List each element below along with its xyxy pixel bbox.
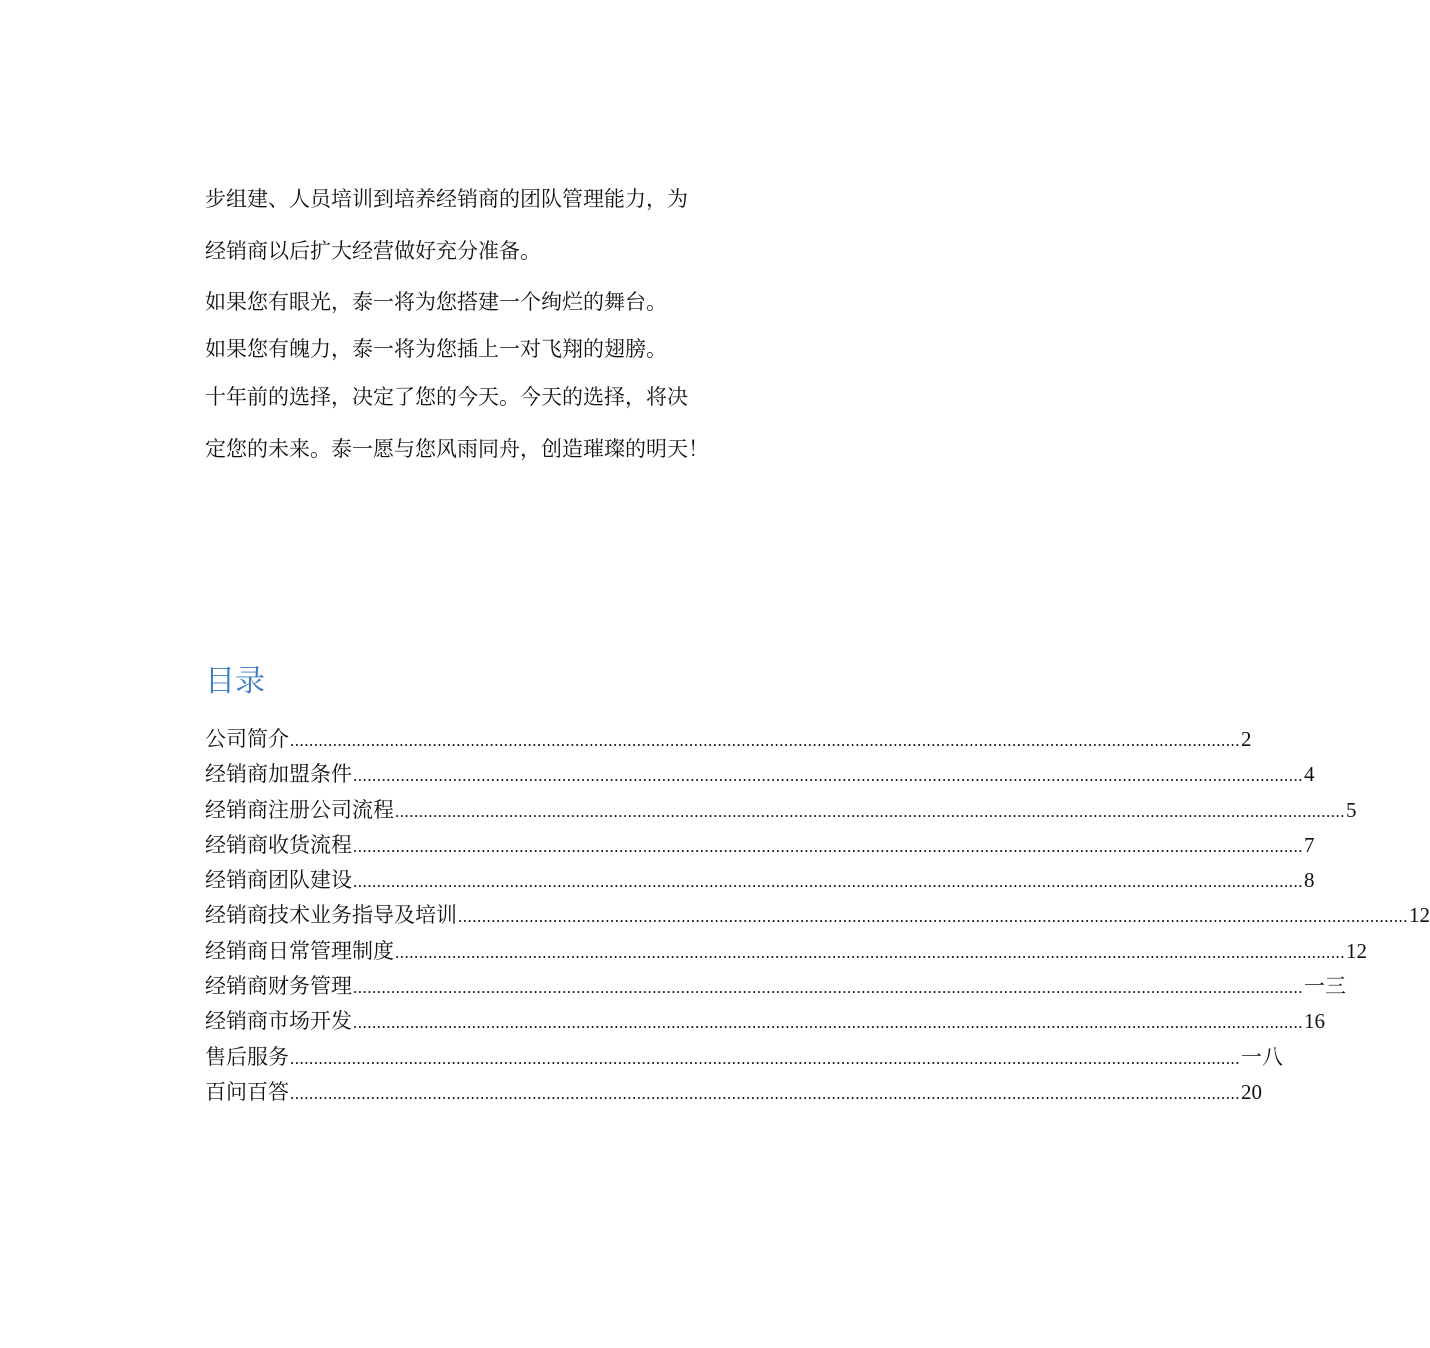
toc-page-number: 7 (1304, 832, 1315, 857)
toc-page-number: 一三 (1304, 974, 1346, 999)
intro-line: 十年前的选择，决定了您的今天。今天的选择，将决 (205, 385, 688, 409)
toc-entry-label: 百问百答 (205, 1079, 289, 1104)
intro-line: 步组建、人员培训到培养经销商的团队管理能力，为 (205, 187, 688, 211)
toc-entry-label: 经销商日常管理制度 (205, 938, 394, 963)
toc-entry[interactable] (205, 970, 1346, 1005)
toc-entry-label: 售后服务 (205, 1044, 289, 1069)
toc-dot-leader: ........................................................................................................................................................................................................ (395, 942, 1345, 962)
toc-entry[interactable] (205, 864, 1315, 899)
toc-entry[interactable] (205, 1076, 1262, 1111)
toc-entry-label: 经销商技术业务指导及培训 (205, 903, 457, 928)
toc-dot-leader: ........................................................................................................................................................................................................ (395, 801, 1345, 821)
toc-page-number: 一八 (1241, 1044, 1283, 1069)
toc-entry-label: 经销商收货流程 (205, 832, 352, 857)
toc-entry[interactable] (205, 935, 1367, 970)
toc-dot-leader: ........................................................................................................................................................................................................ (353, 872, 1303, 892)
toc-dot-leader: ........................................................................................................................................................................................................ (290, 731, 1240, 750)
toc-entry[interactable] (205, 723, 1252, 758)
toc-entry-label: 公司简介 (205, 727, 289, 751)
toc-entry-label: 经销商团队建设 (205, 868, 352, 893)
intro-line: 经销商以后扩大经营做好充分准备。 (205, 239, 541, 263)
toc-page-number: 16 (1304, 1009, 1325, 1034)
toc-entry[interactable] (205, 1041, 1283, 1076)
toc-dot-leader: ........................................................................................................................................................................................................ (458, 907, 1408, 927)
toc-title: 目录 (205, 664, 265, 699)
toc-entry[interactable] (205, 899, 1430, 934)
toc-dot-leader: ........................................................................................................................................................................................................ (290, 1048, 1240, 1068)
toc-page-number: 8 (1304, 868, 1315, 893)
intro-line: 如果您有眼光，泰一将为您搭建一个绚烂的舞台。 (205, 290, 667, 314)
toc-entry-label: 经销商加盟条件 (205, 762, 352, 787)
toc-dot-leader: ........................................................................................................................................................................................................ (290, 1083, 1240, 1103)
toc-dot-leader: ........................................................................................................................................................................................................ (353, 1013, 1303, 1033)
toc-page-number: 2 (1241, 727, 1252, 751)
toc-entry[interactable] (205, 829, 1315, 864)
toc-page-number: 12 (1346, 938, 1367, 963)
toc-entry[interactable] (205, 794, 1357, 829)
toc-entry-label: 经销商财务管理 (205, 974, 352, 999)
toc-page-number: 20 (1241, 1079, 1262, 1104)
toc-entry[interactable] (205, 758, 1315, 793)
intro-line: 定您的未来。泰一愿与您风雨同舟，创造璀璨的明天！ (205, 437, 709, 461)
toc-page-number: 5 (1346, 797, 1357, 822)
toc-dot-leader: ........................................................................................................................................................................................................ (353, 978, 1303, 998)
toc-page-number: 4 (1304, 762, 1315, 787)
toc-entry-label: 经销商市场开发 (205, 1009, 352, 1034)
toc-dot-leader: ........................................................................................................................................................................................................ (353, 766, 1303, 786)
intro-line: 如果您有魄力，泰一将为您插上一对飞翔的翅膀。 (205, 337, 667, 361)
table-of-contents (205, 723, 1430, 1111)
toc-entry[interactable] (205, 1005, 1325, 1040)
toc-entry-label: 经销商注册公司流程 (205, 797, 394, 822)
toc-page-number: 12 (1409, 903, 1430, 928)
toc-dot-leader: ........................................................................................................................................................................................................ (353, 836, 1303, 856)
